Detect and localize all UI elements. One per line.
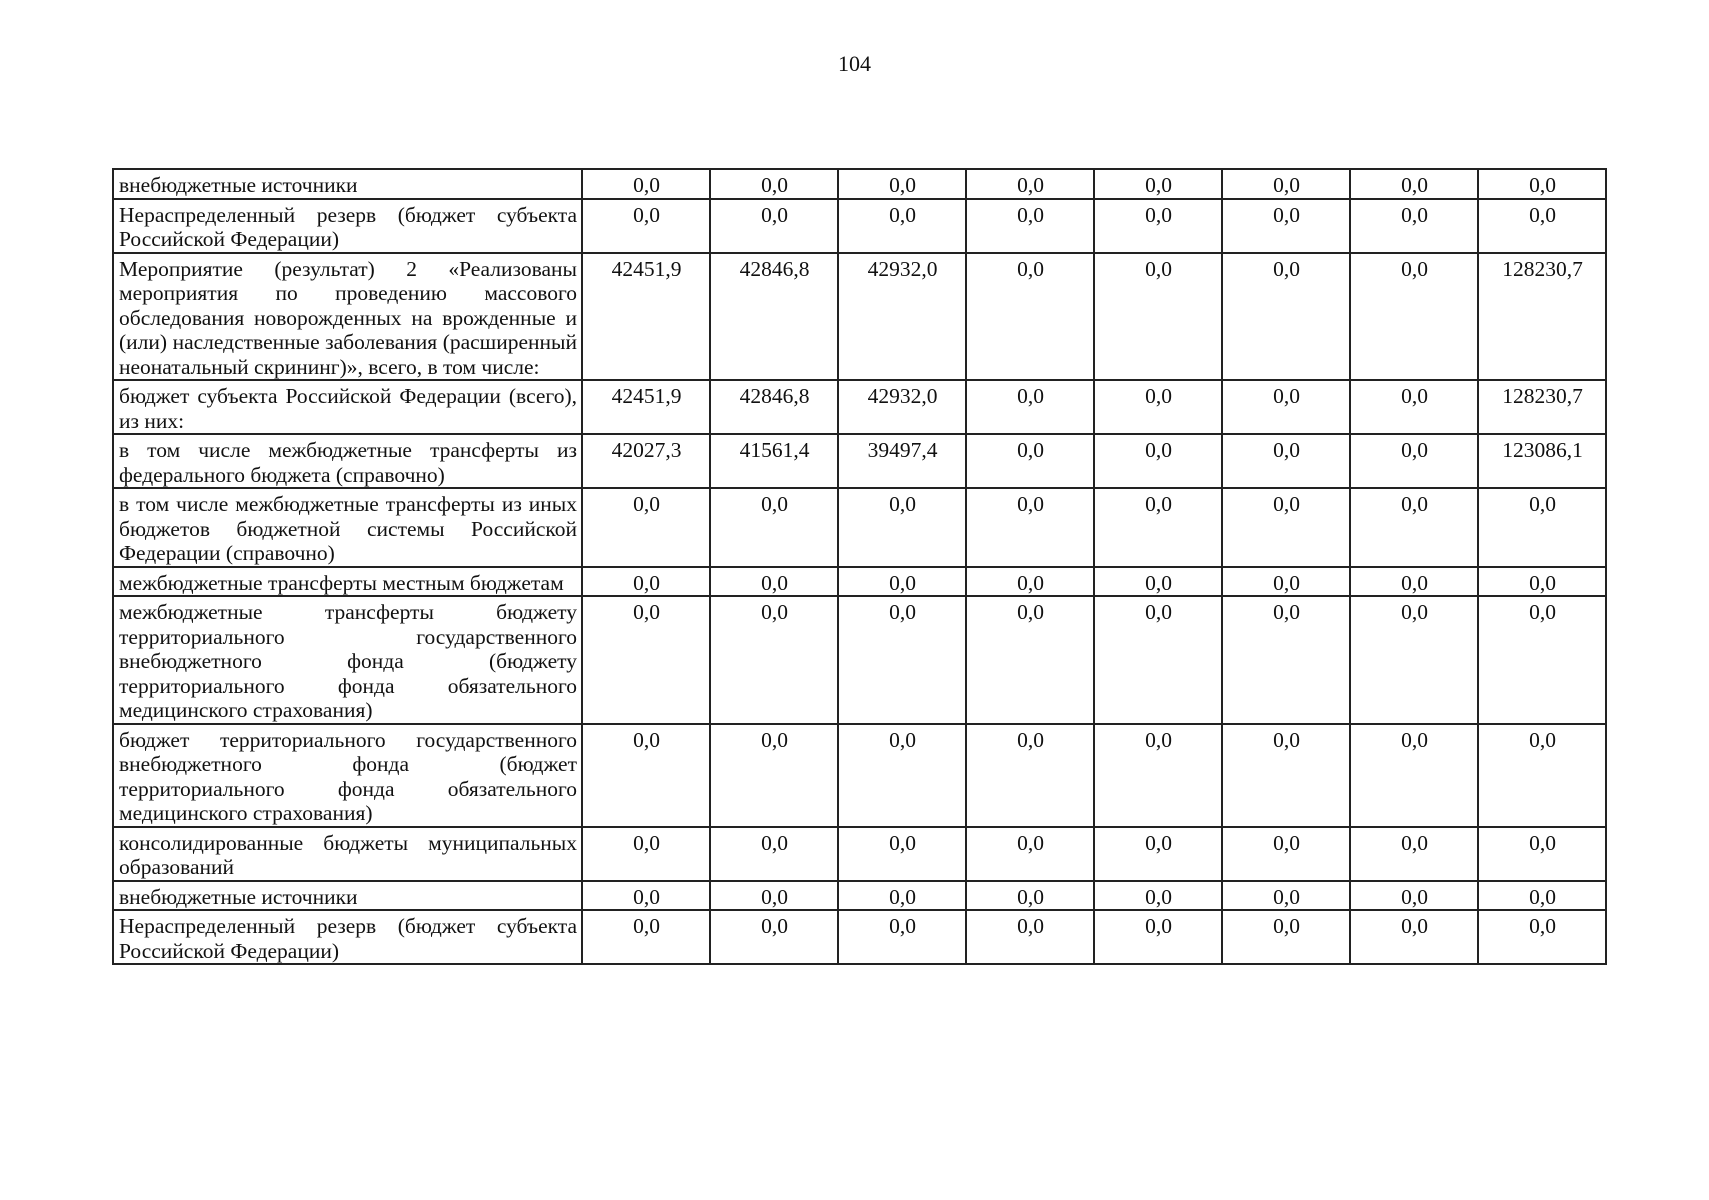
value-cell: 42451,9 bbox=[582, 380, 710, 434]
table-row bbox=[113, 910, 1606, 964]
row-label: Нераспределенный резерв (бюджет субъекта Российской Федерации) bbox=[113, 199, 582, 253]
table-row bbox=[113, 596, 1606, 724]
page-number: 104 bbox=[838, 51, 871, 76]
value-cell: 0,0 bbox=[582, 910, 710, 964]
value-cell: 0,0 bbox=[1094, 724, 1222, 827]
value-cell: 0,0 bbox=[1222, 488, 1350, 567]
row-label: внебюджетные источники bbox=[113, 169, 582, 199]
value-cell: 0,0 bbox=[966, 567, 1094, 597]
row-label: внебюджетные источники bbox=[113, 881, 582, 911]
value-cell: 0,0 bbox=[582, 724, 710, 827]
value-cell: 39497,4 bbox=[838, 434, 966, 488]
value-cell: 42027,3 bbox=[582, 434, 710, 488]
value-cell: 0,0 bbox=[966, 199, 1094, 253]
table-row bbox=[113, 881, 1606, 911]
value-cell: 0,0 bbox=[582, 596, 710, 724]
value-cell: 0,0 bbox=[582, 881, 710, 911]
value-cell: 123086,1 bbox=[1478, 434, 1606, 488]
value-cell: 0,0 bbox=[838, 881, 966, 911]
value-cell: 0,0 bbox=[1350, 724, 1478, 827]
value-cell: 0,0 bbox=[1094, 253, 1222, 381]
value-cell: 0,0 bbox=[1478, 169, 1606, 199]
value-cell: 0,0 bbox=[1350, 199, 1478, 253]
value-cell: 0,0 bbox=[1222, 253, 1350, 381]
budget-table bbox=[112, 168, 1607, 965]
value-cell: 0,0 bbox=[710, 724, 838, 827]
value-cell: 0,0 bbox=[1350, 380, 1478, 434]
value-cell: 0,0 bbox=[710, 567, 838, 597]
value-cell: 0,0 bbox=[1094, 488, 1222, 567]
value-cell: 0,0 bbox=[1094, 169, 1222, 199]
value-cell: 0,0 bbox=[582, 827, 710, 881]
value-cell: 0,0 bbox=[582, 199, 710, 253]
value-cell: 0,0 bbox=[1222, 199, 1350, 253]
value-cell: 0,0 bbox=[710, 169, 838, 199]
table-row bbox=[113, 567, 1606, 597]
value-cell: 0,0 bbox=[1222, 169, 1350, 199]
value-cell: 0,0 bbox=[966, 434, 1094, 488]
row-label: бюджет территориального государственного внебюджетного фонда (бюджет территориального фонда обязательного медицинского страхования) bbox=[113, 724, 582, 827]
value-cell: 0,0 bbox=[966, 169, 1094, 199]
value-cell: 0,0 bbox=[710, 827, 838, 881]
value-cell: 0,0 bbox=[1094, 910, 1222, 964]
value-cell: 42932,0 bbox=[838, 253, 966, 381]
value-cell: 41561,4 bbox=[710, 434, 838, 488]
value-cell: 0,0 bbox=[1478, 488, 1606, 567]
value-cell: 0,0 bbox=[1094, 567, 1222, 597]
value-cell: 128230,7 bbox=[1478, 253, 1606, 381]
table-row bbox=[113, 488, 1606, 567]
value-cell: 0,0 bbox=[1478, 567, 1606, 597]
value-cell: 42846,8 bbox=[710, 253, 838, 381]
value-cell: 0,0 bbox=[838, 827, 966, 881]
value-cell: 0,0 bbox=[838, 910, 966, 964]
row-label: межбюджетные трансферты местным бюджетам bbox=[113, 567, 582, 597]
value-cell: 128230,7 bbox=[1478, 380, 1606, 434]
row-label: межбюджетные трансферты бюджету территориального государственного внебюджетного фонда (бюджету территориального фонда обязательного медицинского страхования) bbox=[113, 596, 582, 724]
value-cell: 0,0 bbox=[838, 596, 966, 724]
value-cell: 42932,0 bbox=[838, 380, 966, 434]
value-cell: 0,0 bbox=[710, 596, 838, 724]
value-cell: 0,0 bbox=[966, 488, 1094, 567]
value-cell: 0,0 bbox=[582, 567, 710, 597]
value-cell: 0,0 bbox=[838, 199, 966, 253]
value-cell: 0,0 bbox=[1478, 910, 1606, 964]
value-cell: 0,0 bbox=[1222, 434, 1350, 488]
value-cell: 0,0 bbox=[1222, 881, 1350, 911]
value-cell: 0,0 bbox=[966, 380, 1094, 434]
value-cell: 0,0 bbox=[966, 881, 1094, 911]
value-cell: 0,0 bbox=[966, 253, 1094, 381]
value-cell: 0,0 bbox=[1094, 380, 1222, 434]
value-cell: 0,0 bbox=[1478, 199, 1606, 253]
value-cell: 0,0 bbox=[966, 724, 1094, 827]
value-cell: 0,0 bbox=[1350, 169, 1478, 199]
value-cell: 0,0 bbox=[1222, 596, 1350, 724]
value-cell: 0,0 bbox=[1478, 596, 1606, 724]
value-cell: 0,0 bbox=[1350, 827, 1478, 881]
row-label: консолидированные бюджеты муниципальных образований bbox=[113, 827, 582, 881]
budget-table-body bbox=[113, 169, 1606, 964]
value-cell: 0,0 bbox=[1222, 827, 1350, 881]
value-cell: 0,0 bbox=[1094, 434, 1222, 488]
value-cell: 0,0 bbox=[1478, 827, 1606, 881]
value-cell: 0,0 bbox=[1094, 596, 1222, 724]
value-cell: 0,0 bbox=[1222, 380, 1350, 434]
row-label: бюджет субъекта Российской Федерации (всего), из них: bbox=[113, 380, 582, 434]
value-cell: 42846,8 bbox=[710, 380, 838, 434]
value-cell: 0,0 bbox=[1094, 881, 1222, 911]
value-cell: 0,0 bbox=[1094, 827, 1222, 881]
table-row bbox=[113, 253, 1606, 381]
table-row bbox=[113, 827, 1606, 881]
value-cell: 0,0 bbox=[1350, 910, 1478, 964]
value-cell: 0,0 bbox=[1222, 724, 1350, 827]
value-cell: 0,0 bbox=[1222, 567, 1350, 597]
value-cell: 0,0 bbox=[710, 881, 838, 911]
value-cell: 0,0 bbox=[1350, 434, 1478, 488]
value-cell: 0,0 bbox=[1350, 488, 1478, 567]
value-cell: 0,0 bbox=[966, 596, 1094, 724]
table-row bbox=[113, 169, 1606, 199]
row-label: Нераспределенный резерв (бюджет субъекта Российской Федерации) bbox=[113, 910, 582, 964]
value-cell: 42451,9 bbox=[582, 253, 710, 381]
value-cell: 0,0 bbox=[1350, 596, 1478, 724]
value-cell: 0,0 bbox=[710, 199, 838, 253]
table-row bbox=[113, 199, 1606, 253]
table-row bbox=[113, 434, 1606, 488]
value-cell: 0,0 bbox=[1350, 567, 1478, 597]
value-cell: 0,0 bbox=[1478, 881, 1606, 911]
table-row bbox=[113, 724, 1606, 827]
value-cell: 0,0 bbox=[966, 827, 1094, 881]
row-label: в том числе межбюджетные трансферты из федерального бюджета (справочно) bbox=[113, 434, 582, 488]
value-cell: 0,0 bbox=[582, 169, 710, 199]
value-cell: 0,0 bbox=[838, 724, 966, 827]
value-cell: 0,0 bbox=[838, 488, 966, 567]
value-cell: 0,0 bbox=[1094, 199, 1222, 253]
value-cell: 0,0 bbox=[838, 169, 966, 199]
value-cell: 0,0 bbox=[582, 488, 710, 567]
row-label: в том числе межбюджетные трансферты из иных бюджетов бюджетной системы Российской Федерации (справочно) bbox=[113, 488, 582, 567]
row-label: Мероприятие (результат) 2 «Реализованы мероприятия по проведению массового обследования новорожденных на врожденные и (или) наследственные заболевания (расширенный неонатальный скрининг)», всего, в том числе: bbox=[113, 253, 582, 381]
table-row bbox=[113, 380, 1606, 434]
value-cell: 0,0 bbox=[838, 567, 966, 597]
value-cell: 0,0 bbox=[710, 910, 838, 964]
value-cell: 0,0 bbox=[710, 488, 838, 567]
value-cell: 0,0 bbox=[1478, 724, 1606, 827]
value-cell: 0,0 bbox=[1350, 881, 1478, 911]
value-cell: 0,0 bbox=[1350, 253, 1478, 381]
value-cell: 0,0 bbox=[1222, 910, 1350, 964]
value-cell: 0,0 bbox=[966, 910, 1094, 964]
